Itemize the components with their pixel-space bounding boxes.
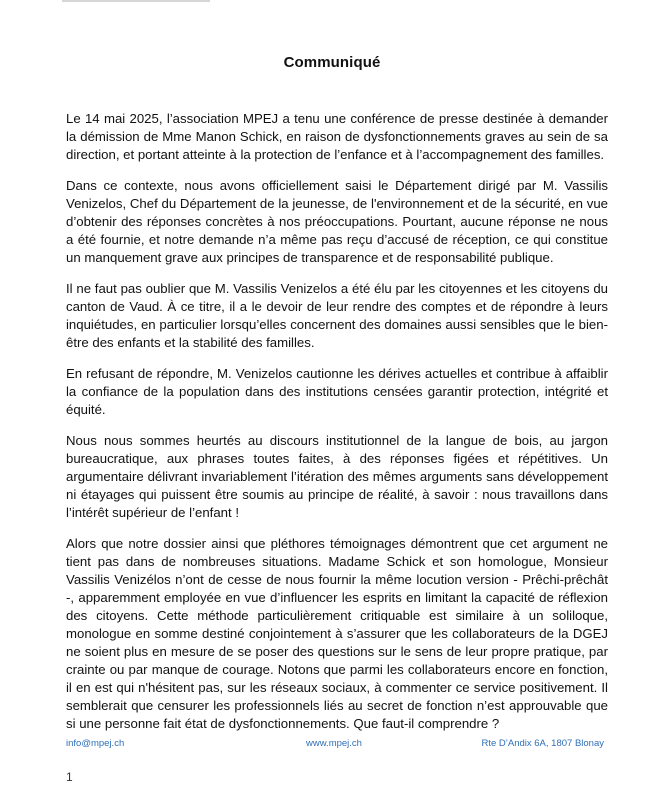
footer-website-link[interactable]: www.mpej.ch (306, 738, 362, 749)
paragraph-press-conference: Le 14 mai 2025, l’association MPEJ a tenu une conférence de presse destinée à demander la démission de Mme Manon Schick, en raison de dysfonctionnements graves au sein de sa direction, et portant atteinte à la protection de l’enfance et à l’accompagnement des familles. (66, 111, 608, 162)
page-number: 1 (66, 770, 73, 784)
paragraph-elected-duty: Il ne faut pas oublier que M. Vassilis Venizelos a été élu par les citoyennes et les citoyens du canton de Vaud. À ce titre, il a le devoir de leur rendre des comptes et de répondre à leurs inquiétudes, en particulier lorsqu’elles concernent des domaines aussi sensibles que le bien-être des enfants et la stabilité des familles. (66, 281, 608, 350)
page-footer (66, 738, 604, 752)
paragraph-department-request: Dans ce contexte, nous avons officiellement saisi le Département dirigé par M. Vassilis Venizelos, Chef du Département de la jeunesse, de l'environnement et de la sécurité, en vue d’obtenir des réponses concrètes à nos préoccupations. Pourtant, aucune réponse ne nous a été fournie, et notre demande n’a même pas reçu d’accusé de réception, ce qui constitue un manquement grave aux principes de transparence et de responsabilité publique. (66, 178, 608, 265)
document-title: Communiqué (283, 54, 381, 71)
paragraph-testimonies: Alors que notre dossier ainsi que pléthores témoignages démontrent que cet argument ne tient pas dans de nombreuses situations. Madame Schick et son homologue, Monsieur Vassilis Venizélos n’ont de cesse de nous fournir la même locution version - Prêchi-prêchât -, apparemment employée en vue d’influencer les esprits en limitant la capacité de réflexion des citoyens. Cette méthode particulièrement critiquable est similaire à un soliloque, monologue en somme destiné conjointement à s’assurer que les collaborateurs de la DGEJ ne soient plus en mesure de se poser des questions sur le sens de leur propre pratique, par crainte ou par manque de courage. Notons que parmi les collaborateurs encore en fonction, il en est qui n'hésitent pas, sur les réseaux sociaux, à commenter ce service positivement. Il semblerait que censurer les professionnels liés au secret de fonction n’est approuvable que si une personne fait état de dysfonctionnements. Que faut-il comprendre ? (66, 536, 608, 731)
footer-address: Rte D’Andix 6A, 1807 Blonay (481, 738, 604, 749)
document-body (66, 110, 608, 746)
footer-email-link[interactable]: info@mpej.ch (66, 738, 125, 749)
paragraph-institutional-discourse: Nous nous sommes heurtés au discours institutionnel de la langue de bois, au jargon bureaucratique, aux phrases toutes faites, à des réponses figées et répétitives. Un argumentaire délivrant invariablement l’itération des mêmes arguments sans développement ni étayages qui puissent être soumis au principe de réalité, à savoir : nous travaillons dans l’intérêt supérieur de l’enfant ! (66, 433, 608, 520)
paragraph-refusal-consequences: En refusant de répondre, M. Venizelos cautionne les dérives actuelles et contribue à affaiblir la confiance de la population dans des institutions censées garantir protection, intégrité et équité. (66, 366, 608, 417)
top-rule (62, 0, 210, 2)
